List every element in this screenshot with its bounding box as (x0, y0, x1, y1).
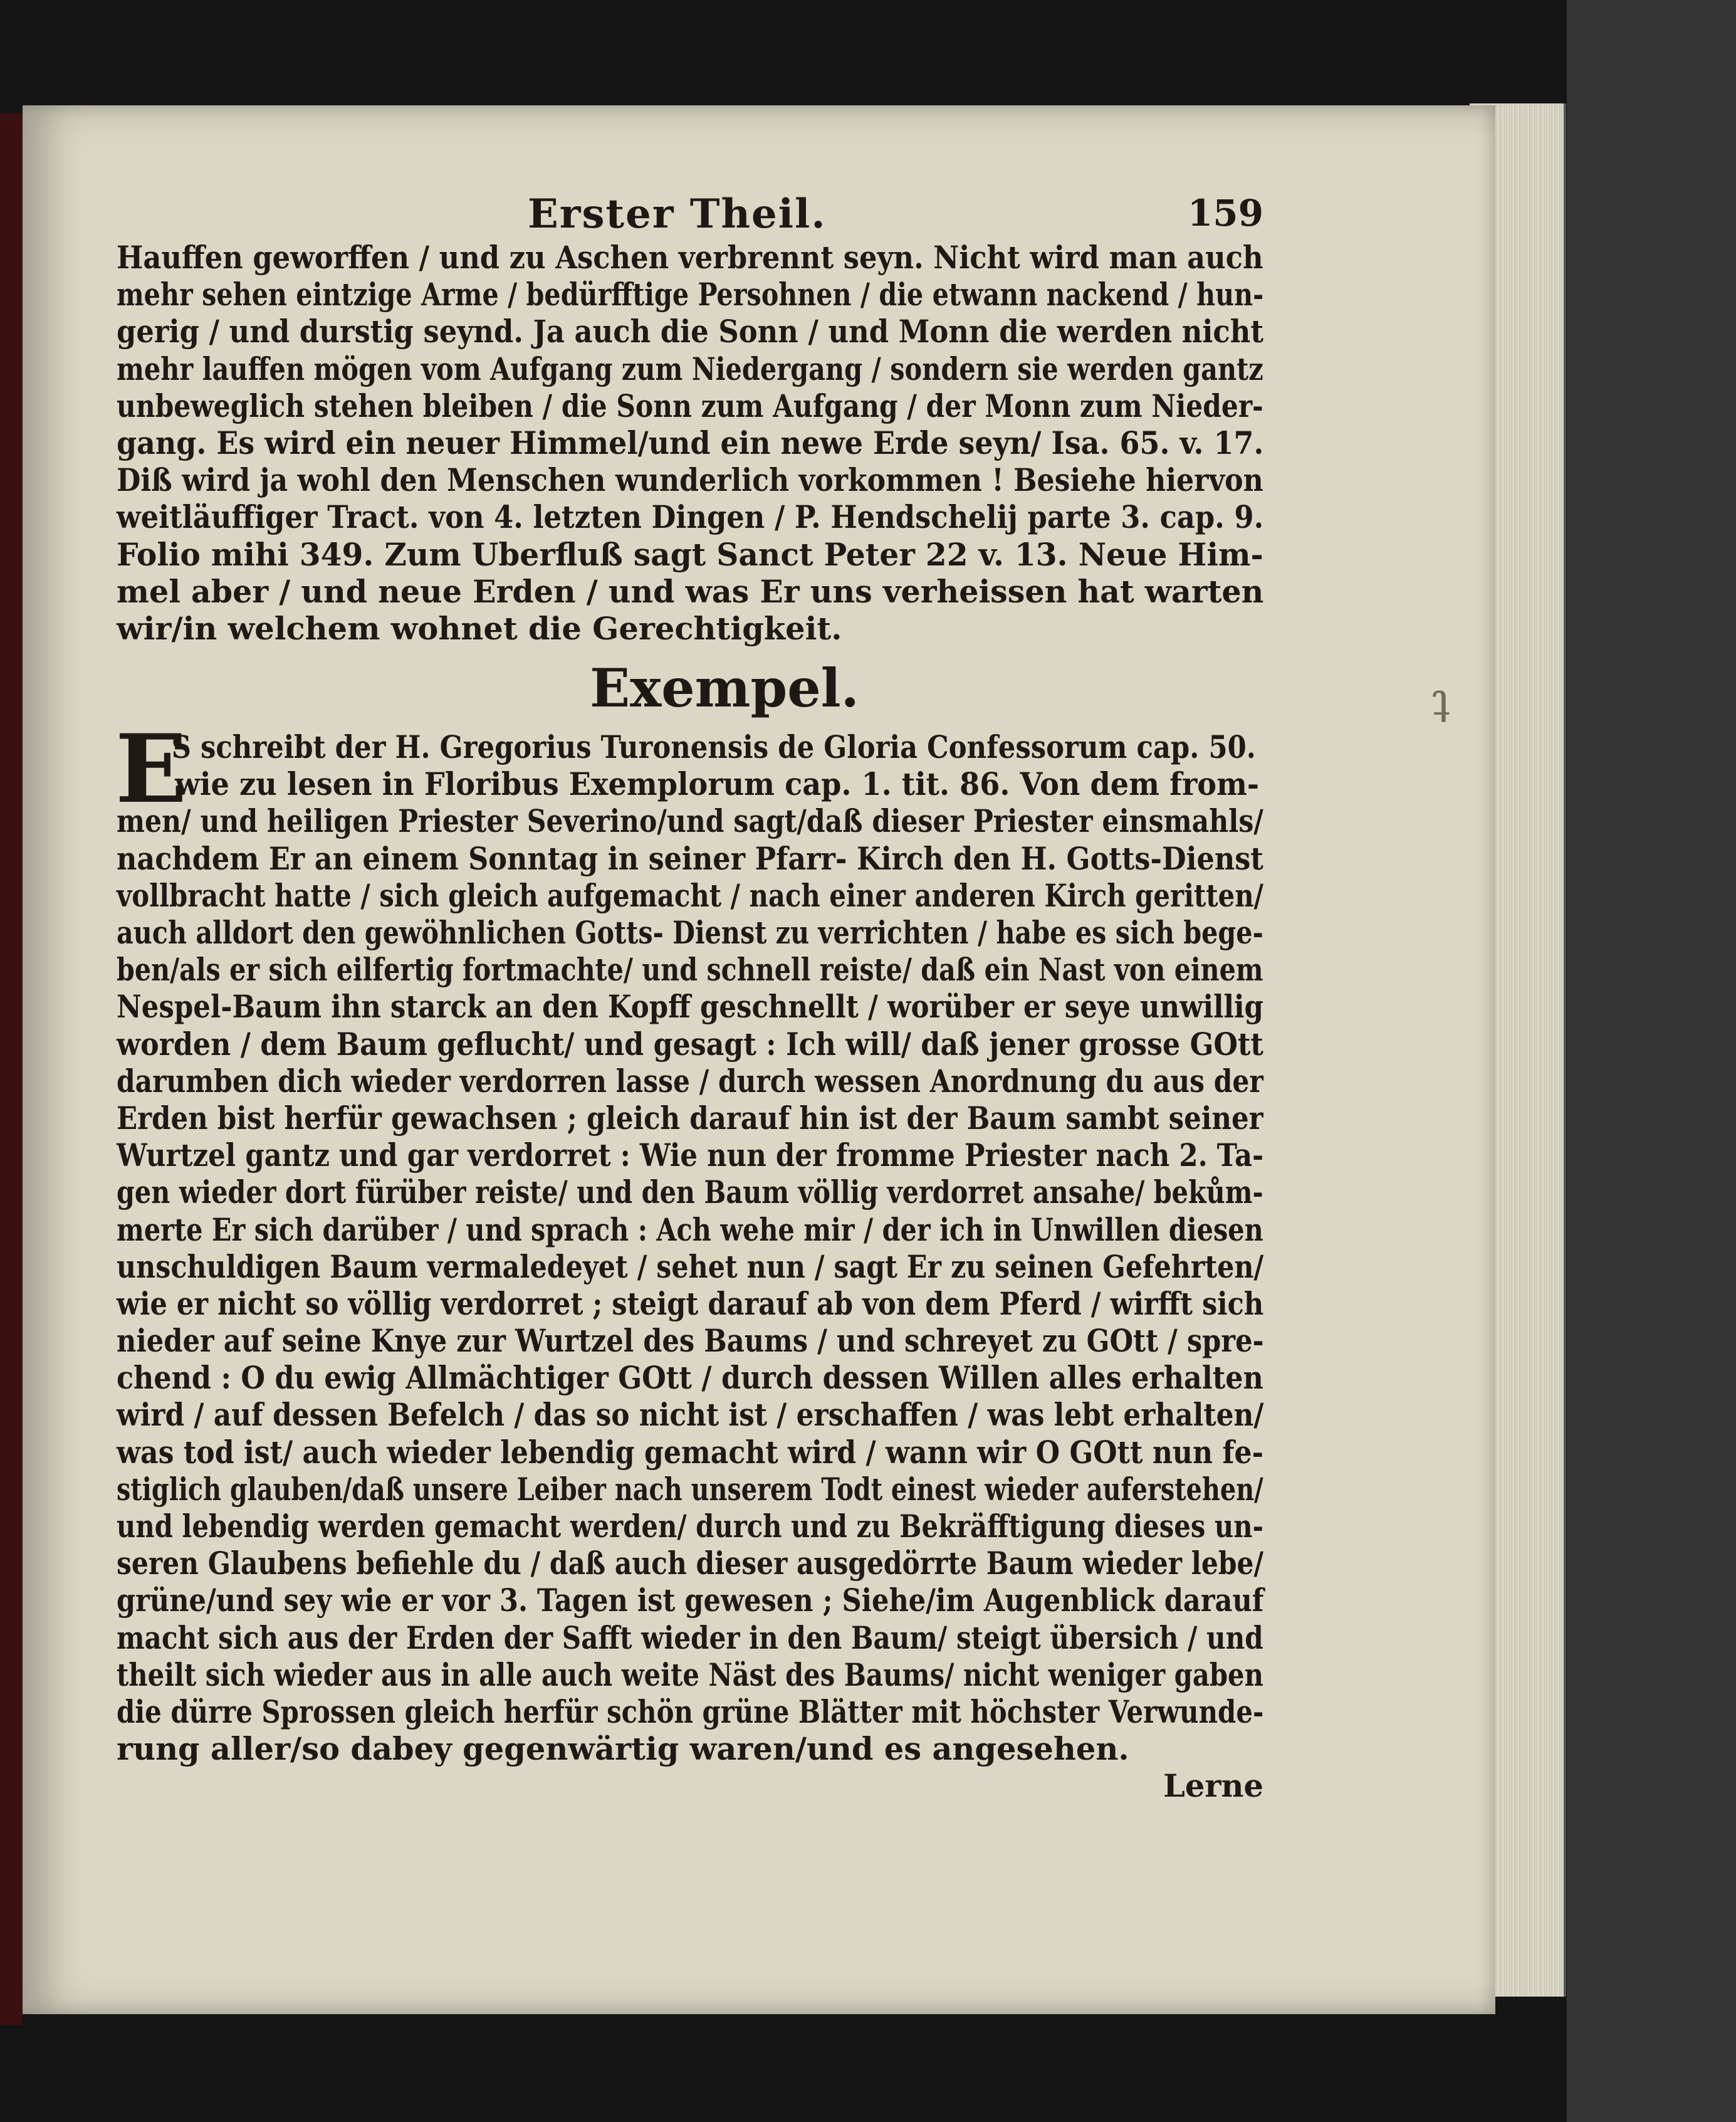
text-line: mehr lauffen mögen vom Aufgang zum Niedergang / sondern sie werden gantz (117, 350, 1263, 387)
text-line: nieder auf seine Knye zur Wurtzel des Baums / und schreyet zu GOtt / spre- (117, 1323, 1264, 1360)
text-line: gang. Es wird ein neuer Himmel/und ein newe Erde seyn/ Isa. 65. v. 17. (117, 424, 1264, 461)
text-line: Nespel-Baum ihn starck an den Kopff geschnellt / worüber er seye unwillig (117, 989, 1263, 1026)
text-line: wie zu lesen in Floribus Exemplorum cap. 1. tit. 86. Von dem from- (175, 766, 1260, 803)
drop-cap: E (115, 714, 187, 825)
body-paragraph (117, 239, 1263, 648)
text-line: wird / auf dessen Befelch / das so nicht ist / erschaffen / was lebt erhalten/ (117, 1397, 1264, 1434)
text-line: wie er nicht so völlig verdorret ; steigt darauf ab von dem Pferd / wirfft sich (117, 1285, 1264, 1322)
catchword: Lerne (1163, 1768, 1263, 1805)
text-line: worden / dem Baum geflucht/ und gesagt : Ich will/ daß jener grosse GOtt (117, 1026, 1263, 1063)
text-line: gen wieder dort fürüber reiste/ und den Baum völlig verdorret ansahe/ bekům- (117, 1174, 1263, 1211)
text-line: mehr sehen eintzige Arme / bedürfftige Persohnen / die etwann nackend / hun- (117, 276, 1264, 313)
text-line: mel aber / und neue Erden / und was Er uns verheissen hat warten (117, 573, 1264, 610)
text-line: die dürre Sprossen gleich herfür schön grüne Blätter mit höchster Verwunde- (117, 1693, 1264, 1730)
text-line: vollbracht hatte / sich gleich aufgemacht / nach einer anderen Kirch geritten/ (117, 877, 1263, 914)
text-line: auch alldort den gewöhnlichen Gotts- Dienst zu verrichten / habe es sich bege- (117, 915, 1263, 951)
text-line: und lebendig werden gemacht werden/ durch und zu Bekräfftigung dieses un- (117, 1508, 1263, 1545)
catchword-row (117, 1768, 1263, 1805)
paper-mark: ʇ (1431, 673, 1450, 725)
text-line: Erden bist herfür gewachsen ; gleich darauf hin ist der Baum sambt seiner (117, 1100, 1263, 1137)
text-line: unbeweglich stehen bleiben / die Sonn zum Aufgang / der Monn zum Nieder- (117, 387, 1263, 424)
text-line: chend : O du ewig Allmächtiger GOtt / durch dessen Willen alles erhalten (117, 1360, 1263, 1397)
page-header (117, 183, 1263, 239)
exempel-paragraph (115, 714, 1264, 1768)
text-line: gerig / und durstig seynd. Ja auch die Sonn / und Monn die werden nicht (117, 313, 1264, 350)
text-line: merte Er sich darüber / und sprach : Ach wehe mir / der ich in Unwillen diesen (117, 1211, 1263, 1248)
text-line: theilt sich wieder aus in alle auch weite Näst des Baums/ nicht weniger gaben (117, 1656, 1263, 1693)
section-heading: Exempel. (590, 657, 859, 720)
scan-background-right (1567, 0, 1736, 2122)
text-line: darumben dich wieder verdorren lasse / durch wessen Anordnung du aus der (117, 1063, 1263, 1100)
text-block (117, 183, 1263, 1805)
text-line: Hauffen geworffen / und zu Aschen verbrennt seyn. Nicht wird man auch (117, 239, 1263, 276)
text-line: macht sich aus der Erden der Safft wieder in den Baum/ steigt übersich / und (117, 1619, 1263, 1656)
text-line: men/ und heiligen Priester Severino/und sagt/daß dieser Priester einsmahls/ (117, 803, 1263, 840)
text-line: rung aller/so dabey gegenwärtig waren/und es angesehen. (117, 1731, 1129, 1768)
text-line: unschuldigen Baum vermaledeyet / sehet nun / sagt Er zu seinen Gefehrten/ (117, 1248, 1264, 1285)
text-line: weitläuffiger Tract. von 4. letzten Dingen / P. Hendschelij parte 3. cap. 9. (117, 499, 1264, 536)
text-line: Wurtzel gantz und gar verdorret : Wie nun der fromme Priester nach 2. Ta- (117, 1137, 1264, 1174)
text-line: S schreibt der H. Gregorius Turonensis de Gloria Confessorum cap. 50. (171, 729, 1256, 766)
text-line: grüne/und sey wie er vor 3. Tagen ist gewesen ; Siehe/im Augenblick darauf (117, 1582, 1264, 1619)
text-line: nachdem Er an einem Sonntag in seiner Pfarr- Kirch den H. Gotts-Dienst (117, 840, 1263, 877)
text-line: Diß wird ja wohl den Menschen wunderlich vorkommen ! Besiehe hiervon (117, 462, 1263, 499)
facing-page-edge (0, 113, 23, 2025)
running-title: Erster Theil. (528, 191, 827, 238)
page-number: 159 (1187, 192, 1263, 234)
text-line: seren Glaubens befiehle du / daß auch dieser ausgedörrte Baum wieder lebe/ (117, 1545, 1263, 1582)
text-line: stiglich glauben/daß unsere Leiber nach unserem Todt einest wieder auferstehen/ (117, 1471, 1263, 1508)
text-line: was tod ist/ auch wieder lebendig gemacht wird / wann wir O GOtt nun fe- (117, 1434, 1263, 1471)
text-line: Folio mihi 349. Zum Uberfluß sagt Sanct Peter 22 v. 13. Neue Him- (117, 536, 1263, 573)
text-line: wir/in welchem wohnet die Gerechtigkeit. (117, 610, 842, 647)
text-line: ben/als er sich eilfertig fortmachte/ und schnell reiste/ daß ein Nast von einem (117, 952, 1263, 989)
